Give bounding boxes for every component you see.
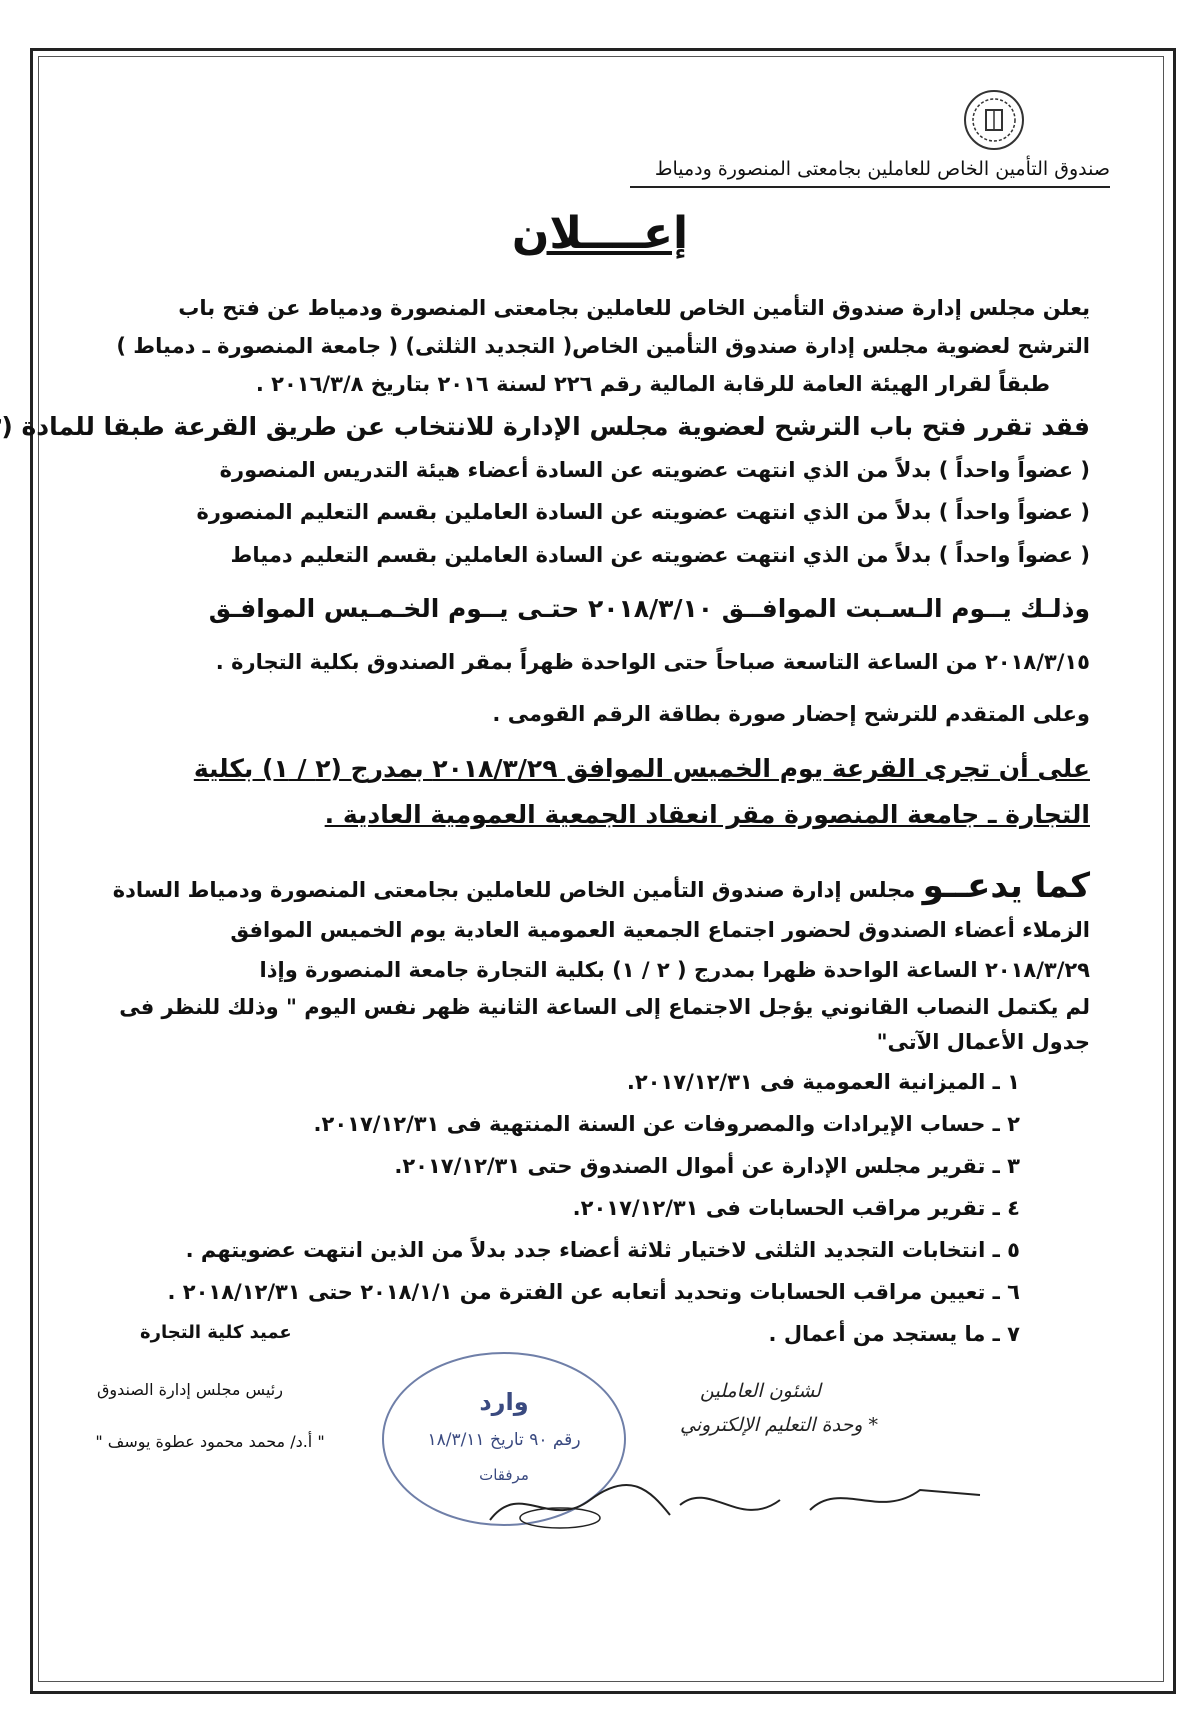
stamp-date: تاريخ ١٨/٣/١١: [427, 1430, 524, 1450]
handwritten-note: لشئون العاملين: [700, 1380, 821, 1402]
agenda-item: ١ ـ الميزانية العمومية فى ٢٠١٧/١٢/٣١.: [626, 1070, 1020, 1094]
page-title: إعــــلان: [511, 208, 689, 259]
lottery-line: على أن تجرى القرعة يوم الخميس الموافق ٢٠١٨/٣/٢٩ بمدرج (٢ / ١) بكلية: [193, 754, 1090, 783]
chair-name: " أ.د/ محمد محمود عطوة يوسف ": [95, 1432, 325, 1451]
organization-header: صندوق التأمين الخاص للعاملين بجامعتى المنصورة ودمياط: [654, 158, 1110, 180]
announcement-line: الترشح لعضوية مجلس إدارة صندوق التأمين الخاص( التجديد الثلثى) ( جامعة المنصورة ـ دمياط ): [116, 334, 1090, 358]
agenda-item: ٦ ـ تعيين مراقب الحسابات وتحديد أتعابه عن الفترة من ٢٠١٨/١/١ حتى ٢٠١٨/١٢/٣١ .: [167, 1280, 1020, 1304]
stamp-label: وارد: [479, 1388, 529, 1416]
stamp-number-date: [402, 1430, 606, 1450]
header-rule: [630, 186, 1110, 188]
university-logo-icon: [962, 88, 1026, 152]
period-line: وذلـك يــوم الـسـبت الموافــق ٢٠١٨/٣/١٠ حتـى يــوم الخـمـيس الموافـق: [208, 594, 1090, 623]
lottery-line: التجارة ـ جامعة المنصورة مقر انعقاد الجمعية العمومية العادية .: [324, 800, 1090, 829]
agenda-item: ٥ ـ انتخابات التجديد الثلثى لاختيار ثلاثة أعضاء جدد بدلاً من الذين انتهت عضويتهم .: [185, 1238, 1020, 1262]
agenda-item: ٤ ـ تقرير مراقب الحسابات فى ٢٠١٧/١٢/٣١.: [572, 1196, 1020, 1220]
announcement-line: يعلن مجلس إدارة صندوق التأمين الخاص للعاملين بجامعتى المنصورة ودمياط عن فتح باب: [178, 296, 1090, 320]
seat-item: ( عضواً واحداً ) بدلاً من الذي انتهت عضويته عن السادة العاملين بقسم التعليم دمياط: [230, 543, 1090, 567]
period-line: ٢٠١٨/٣/١٥ من الساعة التاسعة صباحاً حتى الواحدة ظهراً بمقر الصندوق بكلية التجارة .: [215, 650, 1090, 674]
seat-item: ( عضواً واحداً ) بدلاً من الذي انتهت عضويته عن السادة العاملين بقسم التعليم المنصورة: [196, 500, 1090, 524]
invitation-line: مجلس إدارة صندوق التأمين الخاص للعاملين بجامعتى المنصورة ودمياط السادة: [112, 878, 916, 902]
agenda-item: ٧ ـ ما يستجد من أعمال .: [768, 1322, 1020, 1346]
invitation-line: الزملاء أعضاء الصندوق لحضور اجتماع الجمعية العمومية العادية يوم الخميس الموافق: [230, 918, 1090, 942]
announcement-line: طبقاً لقرار الهيئة العامة للرقابة المالية رقم ٢٢٦ لسنة ٢٠١٦ بتاريخ ٢٠١٦/٣/٨ .: [255, 372, 1050, 396]
invitation-first-line: [90, 866, 1090, 906]
stamp-number: رقم ٩٠: [529, 1430, 581, 1450]
seat-item: ( عضواً واحداً ) بدلاً من الذي انتهت عضويته عن السادة أعضاء هيئة التدريس المنصورة: [219, 458, 1090, 482]
invitation-lead: كما يدعــو: [922, 866, 1090, 906]
invitation-line: ٢٠١٨/٣/٢٩ الساعة الواحدة ظهرا بمدرج ( ٢ / ١) بكلية التجارة جامعة المنصورة وإذا: [259, 958, 1090, 982]
chair-title: رئيس مجلس إدارة الصندوق: [97, 1380, 283, 1399]
invitation-line: جدول الأعمال الآتى": [876, 1030, 1090, 1054]
announcement-line: فقد تقرر فتح باب الترشح لعضوية مجلس الإدارة للانتخاب عن طريق القرعة طبقا للمادة (: [1, 412, 1090, 441]
agenda-item: ٢ ـ حساب الإيرادات والمصروفات عن السنة المنتهية فى ٢٠١٧/١٢/٣١.: [313, 1112, 1020, 1136]
period-line: وعلى المتقدم للترشح إحضار صورة بطاقة الرقم القومى .: [492, 702, 1090, 726]
invitation-line: لم يكتمل النصاب القانوني يؤجل الاجتماع إلى الساعة الثانية ظهر نفس اليوم " وذلك للنظر فى: [119, 995, 1090, 1019]
stamp-attachments: مرفقات: [479, 1466, 529, 1484]
handwritten-note: * وحدة التعليم الإلكتروني: [680, 1414, 879, 1436]
agenda-item: ٣ ـ تقرير مجلس الإدارة عن أموال الصندوق حتى ٢٠١٧/١٢/٣١.: [394, 1154, 1020, 1178]
handwritten-signature: [480, 1460, 1000, 1540]
dean-title: عميد كلية التجارة: [140, 1322, 292, 1343]
